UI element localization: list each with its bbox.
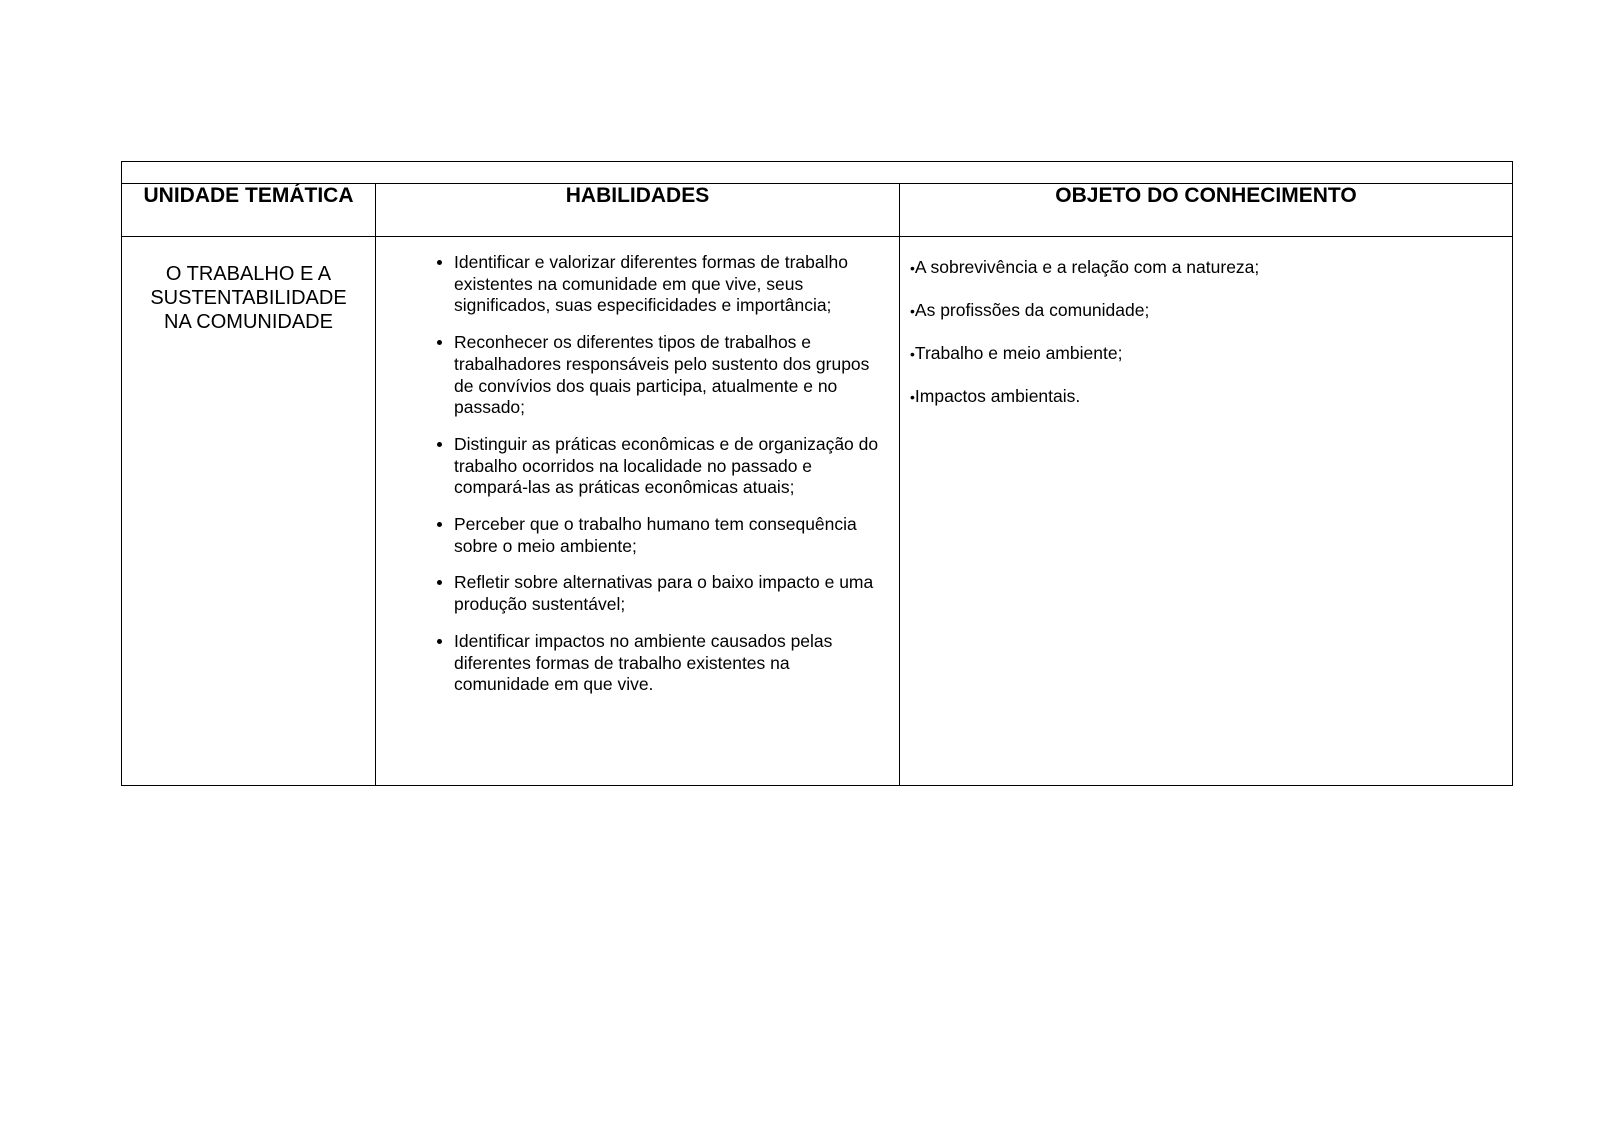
bullet-icon: •	[910, 260, 915, 276]
table-body-row	[122, 237, 1513, 786]
habilidade-item: • Reconhecer os diferentes tipos de trabalhos e trabalhadores responsáveis pelo sustento dos grupos de convívios dos quais participa, atualmente e no passado;	[454, 332, 879, 419]
objeto-item	[910, 386, 1512, 408]
objeto-text: Impactos ambientais.	[914, 386, 1081, 406]
habilidade-item: • Identificar impactos no ambiente causados pelas diferentes formas de trabalho existentes na comunidade em que vive.	[454, 631, 879, 696]
curriculum-table	[121, 161, 1513, 786]
habilidades-cell	[376, 237, 900, 786]
table-header-row	[122, 184, 1513, 237]
objeto-item	[910, 257, 1512, 279]
habilidade-item: • Distinguir as práticas econômicas e de organização do trabalho ocorridos na localidade no passado e compará-las as práticas econômicas atuais;	[454, 434, 879, 499]
unidade-cell	[122, 237, 376, 786]
table-top-spacer-row	[122, 162, 1513, 184]
header-objeto-do-conhecimento: OBJETO DO CONHECIMENTO	[900, 184, 1513, 237]
header-unidade-tematica: UNIDADE TEMÁTICA	[122, 184, 376, 237]
unidade-line: NA COMUNIDADE	[164, 311, 333, 333]
objetos-list	[900, 237, 1512, 408]
header-habilidades: HABILIDADES	[376, 184, 900, 237]
habilidades-list	[376, 237, 899, 696]
habilidade-item: • Identificar e valorizar diferentes formas de trabalho existentes na comunidade em que vive, seus significados, suas especificidades e importância;	[454, 252, 879, 317]
bullet-icon: •	[910, 389, 915, 405]
unidade-tematica-text	[122, 237, 375, 334]
objeto-item	[910, 300, 1512, 322]
habilidade-item: • Perceber que o trabalho humano tem consequência sobre o meio ambiente;	[454, 514, 879, 557]
objeto-text: As profissões da comunidade;	[914, 300, 1150, 320]
bullet-icon: •	[910, 303, 915, 319]
bullet-icon: •	[910, 346, 915, 362]
objeto-item	[910, 343, 1512, 365]
objeto-text: A sobrevivência e a relação com a natureza;	[914, 257, 1260, 277]
habilidade-item: • Refletir sobre alternativas para o baixo impacto e uma produção sustentável;	[454, 572, 879, 615]
unidade-line: SUSTENTABILIDADE	[150, 287, 347, 309]
objeto-text: Trabalho e meio ambiente;	[914, 343, 1123, 363]
spacer-cell	[122, 162, 1513, 184]
objeto-cell	[900, 237, 1513, 786]
unidade-line: O TRABALHO E A	[165, 263, 332, 285]
